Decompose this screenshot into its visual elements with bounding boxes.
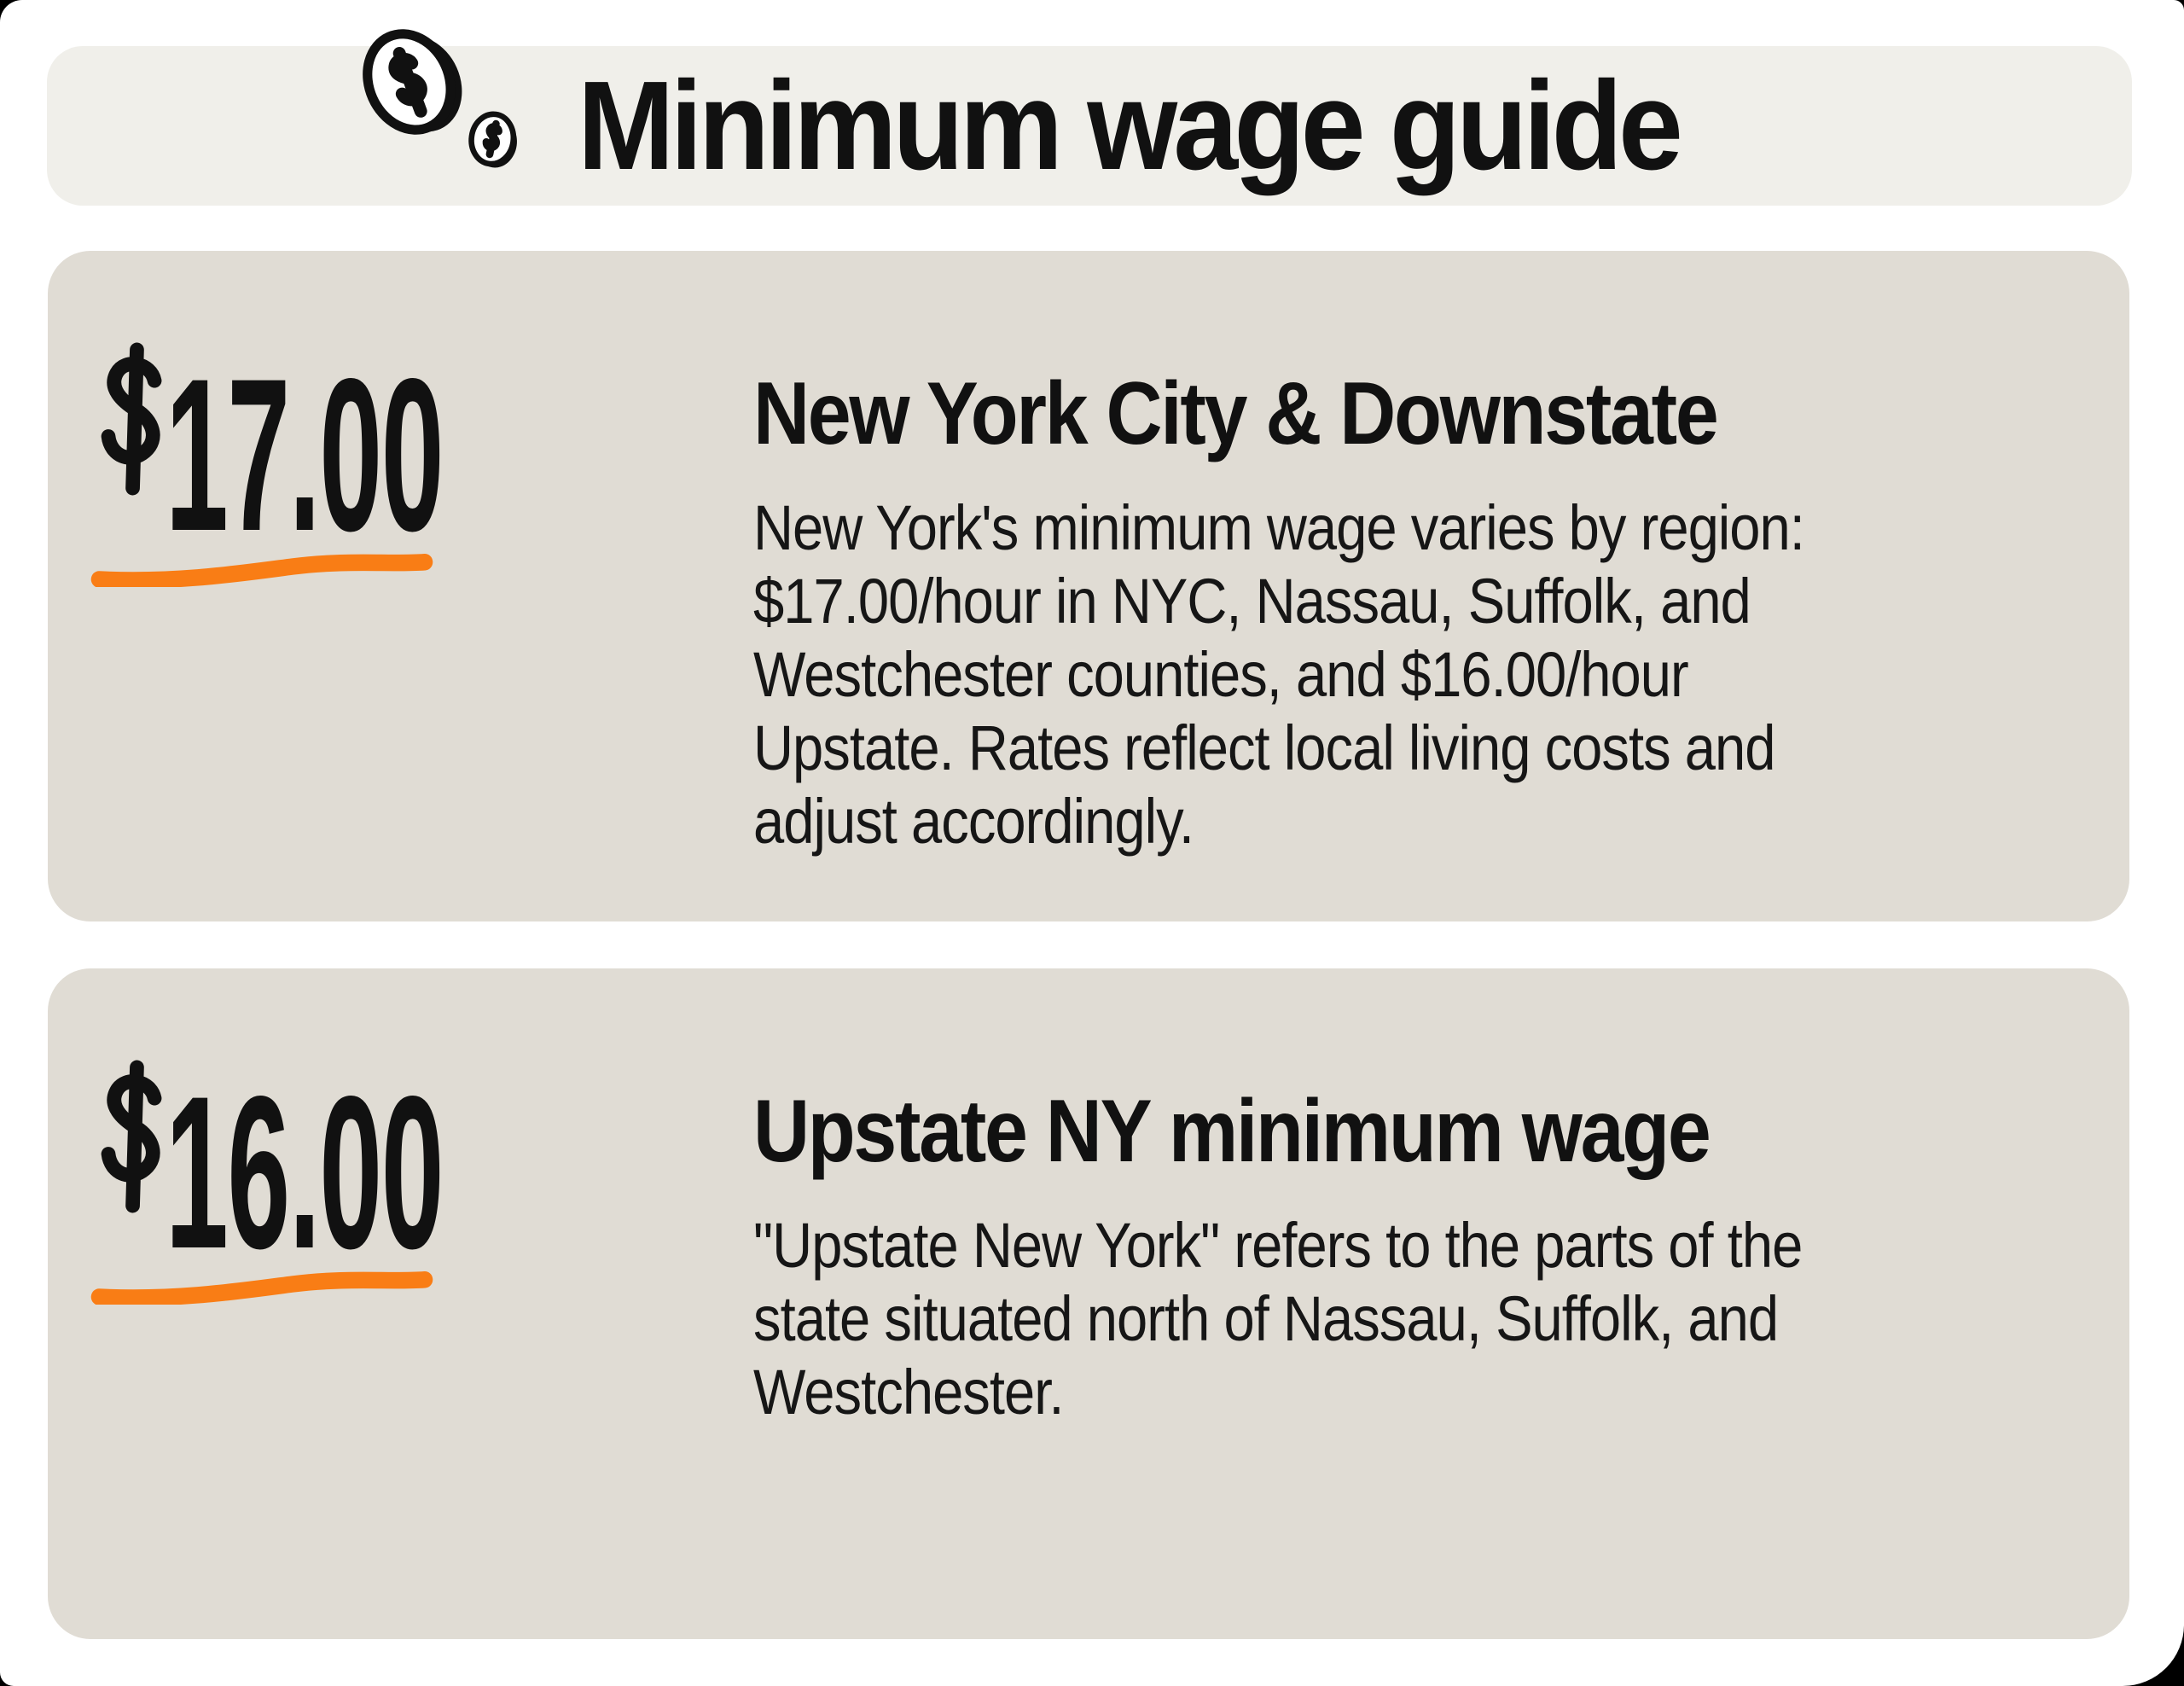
- body-line: Westchester counties, and $16.00/hour: [753, 639, 1688, 710]
- card-heading: Upstate NY minimum wage: [753, 1082, 1710, 1181]
- wage-card-upstate: [48, 968, 2129, 1639]
- hand-drawn-underline: [90, 1269, 433, 1305]
- wage-amount: 17.00: [166, 334, 444, 577]
- card-body-text: [753, 491, 1804, 858]
- card-heading: New York City & Downstate: [753, 364, 1717, 463]
- dollar-coin-large-icon: [357, 23, 469, 142]
- card-body-text: [753, 1209, 1802, 1429]
- body-line: $17.00/hour in NYC, Nassau, Suffolk, and: [753, 566, 1751, 637]
- body-line: state situated north of Nassau, Suffolk, and: [753, 1283, 1779, 1354]
- dollar-coin-small-icon: [465, 108, 521, 172]
- hand-drawn-underline: [90, 551, 433, 587]
- wage-amount: 16.00: [166, 1051, 444, 1294]
- header-bar: [47, 46, 2132, 206]
- wage-card-nyc-downstate: [48, 251, 2129, 921]
- body-line: "Upstate New York" refers to the parts of the: [753, 1210, 1803, 1281]
- dollar-sign-icon: [95, 339, 175, 500]
- body-line: Westchester.: [753, 1357, 1064, 1427]
- dollar-sign-icon: [95, 1056, 175, 1218]
- body-line: adjust accordingly.: [753, 786, 1194, 857]
- body-line: New York's minimum wage varies by region:: [753, 492, 1804, 563]
- body-line: Upstate. Rates reflect local living costs and: [753, 712, 1775, 783]
- page-title: Minimum wage guide: [578, 55, 1680, 196]
